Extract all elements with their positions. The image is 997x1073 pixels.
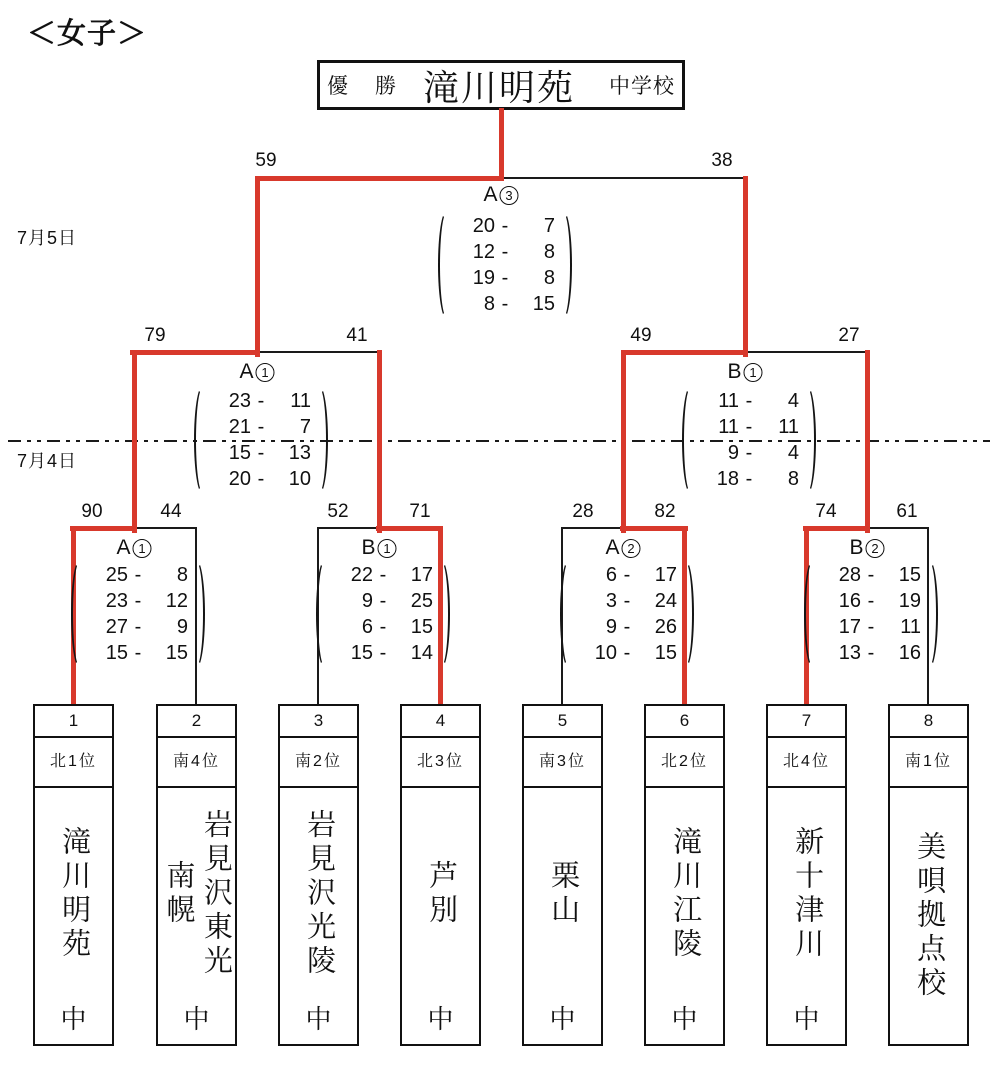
team-name-area	[158, 788, 235, 1044]
score-dash: -	[745, 468, 753, 490]
quarter-score-value: 15	[228, 442, 251, 464]
team-name-area	[646, 788, 723, 1044]
score-dash: -	[623, 616, 631, 638]
quarter-score-value: 7	[543, 215, 555, 237]
score-sf2-left: 49	[630, 325, 652, 346]
team-name: 滝川江陵	[669, 825, 702, 962]
quarter-score-value: 8	[543, 267, 555, 289]
match-label-final	[483, 183, 518, 207]
match-label-sf1	[239, 360, 274, 384]
score-dash: -	[623, 642, 631, 664]
quarter-score-value: 10	[288, 468, 311, 490]
score-dash: -	[745, 416, 753, 438]
champion-suffix: 中学校	[609, 75, 675, 98]
page-title: ＜女子＞	[27, 18, 148, 50]
quarter-score-value: 18	[716, 468, 739, 490]
quarter-score-value: 11	[718, 390, 739, 412]
team-name-area	[768, 788, 845, 1044]
left-paren-icon	[804, 560, 821, 668]
quarter-score-row	[821, 614, 921, 640]
team-seed: 7	[768, 706, 845, 738]
game-number-circled: 1	[744, 363, 763, 382]
quarter-score-value: 27	[105, 616, 128, 638]
team-suffix: 中	[305, 1004, 332, 1034]
right-paren-icon	[555, 211, 572, 319]
bracket-line-qf1-right	[134, 527, 197, 529]
quarter-score-row	[88, 588, 188, 614]
quarter-score-value: 14	[410, 642, 433, 664]
team-seed: 3	[280, 706, 357, 738]
match-label-qf2	[361, 536, 396, 560]
team-name: 栗山	[547, 859, 580, 928]
quarter-score-row	[699, 440, 799, 466]
quarter-score-value: 15	[532, 293, 555, 315]
right-paren-icon	[188, 560, 205, 668]
quarter-score-value: 12	[472, 241, 495, 263]
team-name: 芦別	[425, 859, 458, 928]
bracket-line-qf4-right	[867, 527, 928, 529]
quarter-score-row	[333, 562, 433, 588]
team-rank-label: 北3位	[402, 738, 479, 788]
winner-path-sf2-to-final	[743, 176, 748, 357]
left-paren-icon	[682, 386, 699, 494]
team-box-4	[400, 704, 481, 1046]
score-dash: -	[501, 241, 509, 263]
team-seed: 6	[646, 706, 723, 738]
left-paren-icon	[560, 560, 577, 668]
quarter-rows	[699, 386, 799, 494]
quarter-score-value: 24	[654, 590, 677, 612]
quarter-score-value: 11	[718, 416, 739, 438]
winner-path-qf2-right	[376, 526, 443, 531]
quarter-scores-sf2	[682, 386, 816, 494]
score-qf2-left: 52	[327, 501, 349, 522]
quarter-score-row	[211, 466, 311, 492]
team-name: 岩見沢光陵	[303, 808, 336, 979]
quarter-score-row	[699, 414, 799, 440]
score-qf1-right: 44	[160, 501, 182, 522]
quarter-scores-final	[438, 211, 572, 319]
champion-label: 優 勝	[326, 75, 399, 98]
team-name-main: 岩見沢東光	[199, 808, 232, 979]
score-dash: -	[134, 564, 142, 586]
score-dash: -	[501, 293, 509, 315]
date-label-jul5: 7月5日	[17, 228, 78, 248]
quarter-score-row	[699, 388, 799, 414]
team-box-1	[33, 704, 114, 1046]
score-dash: -	[501, 215, 509, 237]
team-name-area	[280, 788, 357, 1044]
quarter-score-value: 8	[176, 564, 188, 586]
quarter-score-value: 9	[727, 442, 739, 464]
quarter-score-value: 25	[105, 564, 128, 586]
score-sf1-right: 41	[346, 325, 368, 346]
quarter-score-value: 15	[350, 642, 373, 664]
team-box-2	[156, 704, 237, 1046]
quarter-score-value: 25	[410, 590, 433, 612]
team-suffix: 中	[60, 1004, 87, 1034]
left-paren-icon	[194, 386, 211, 494]
score-dash: -	[867, 642, 875, 664]
score-sf1-left: 79	[144, 325, 166, 346]
score-qf3-right: 82	[654, 501, 676, 522]
quarter-rows	[821, 560, 921, 668]
quarter-score-value: 8	[483, 293, 495, 315]
quarter-score-value: 6	[361, 616, 373, 638]
left-paren-icon	[71, 560, 88, 668]
quarter-score-value: 16	[898, 642, 921, 664]
winner-path-sf1-to-final	[255, 176, 260, 357]
score-qf2-right: 71	[409, 501, 431, 522]
game-number-circled: 1	[133, 539, 152, 558]
score-dash: -	[257, 442, 265, 464]
team-seed: 4	[402, 706, 479, 738]
quarter-score-row	[577, 614, 677, 640]
winner-path-champion-drop	[499, 108, 504, 181]
score-dash: -	[257, 468, 265, 490]
score-dash: -	[134, 642, 142, 664]
team-suffix: 中	[671, 1004, 698, 1034]
quarter-score-row	[211, 440, 311, 466]
team-rank-label: 南4位	[158, 738, 235, 788]
quarter-score-value: 13	[288, 442, 311, 464]
winner-path-qf3-right	[620, 526, 688, 531]
team-name-sub: 南幌	[162, 859, 195, 928]
quarter-score-row	[211, 388, 311, 414]
quarter-score-value: 15	[410, 616, 433, 638]
match-label-qf1	[116, 536, 151, 560]
team-name-area	[890, 788, 967, 1044]
quarter-score-row	[88, 640, 188, 666]
team-rank-label: 北1位	[35, 738, 112, 788]
date-label-jul4: 7月4日	[17, 451, 78, 471]
score-dash: -	[745, 390, 753, 412]
quarter-score-value: 4	[787, 442, 799, 464]
game-number-circled: 2	[622, 539, 641, 558]
quarter-score-value: 15	[898, 564, 921, 586]
quarter-scores-qf3	[560, 560, 694, 668]
winner-path-sf2-left	[621, 350, 748, 355]
team-suffix: 中	[549, 1004, 576, 1034]
quarter-score-value: 21	[228, 416, 251, 438]
winner-path-qf3-to-sf	[621, 350, 626, 533]
quarter-score-value: 28	[838, 564, 861, 586]
quarter-score-row	[821, 640, 921, 666]
quarter-score-value: 9	[361, 590, 373, 612]
quarter-score-value: 23	[228, 390, 251, 412]
team-box-5	[522, 704, 603, 1046]
winner-path-qf2-to-sf	[377, 350, 382, 533]
quarter-score-value: 11	[290, 390, 311, 412]
quarter-score-value: 4	[787, 390, 799, 412]
team-box-3	[278, 704, 359, 1046]
quarter-score-value: 26	[654, 616, 677, 638]
score-dash: -	[134, 590, 142, 612]
team-rank-label: 北4位	[768, 738, 845, 788]
team-name: 美唄拠点校	[913, 831, 946, 1001]
quarter-scores-sf1	[194, 386, 328, 494]
quarter-score-value: 17	[838, 616, 861, 638]
quarter-score-value: 7	[299, 416, 311, 438]
score-dash: -	[134, 616, 142, 638]
quarter-score-row	[821, 562, 921, 588]
quarter-score-row	[577, 562, 677, 588]
winner-path-qf4-left	[803, 526, 870, 531]
right-paren-icon	[677, 560, 694, 668]
quarter-score-row	[699, 466, 799, 492]
left-paren-icon	[316, 560, 333, 668]
team-box-8	[888, 704, 969, 1046]
score-dash: -	[379, 590, 387, 612]
quarter-rows	[88, 560, 188, 668]
score-dash: -	[257, 416, 265, 438]
court-letter: A	[116, 536, 131, 559]
quarter-score-row	[577, 588, 677, 614]
score-dash: -	[867, 616, 875, 638]
game-number-circled: 2	[866, 539, 885, 558]
score-dash: -	[745, 442, 753, 464]
quarter-scores-qf1	[71, 560, 205, 668]
quarter-rows	[333, 560, 433, 668]
match-label-sf2	[727, 360, 762, 384]
score-final-left: 59	[255, 150, 277, 171]
team-name-area	[35, 788, 112, 1044]
quarter-score-value: 19	[472, 267, 495, 289]
score-dash: -	[379, 564, 387, 586]
right-paren-icon	[311, 386, 328, 494]
score-dash: -	[501, 267, 509, 289]
quarter-score-value: 22	[350, 564, 373, 586]
score-sf2-right: 27	[838, 325, 860, 346]
score-qf4-left: 74	[815, 501, 837, 522]
quarter-score-row	[333, 614, 433, 640]
winner-path-qf1-left	[70, 526, 137, 531]
team-rank-label: 北2位	[646, 738, 723, 788]
game-number-circled: 1	[378, 539, 397, 558]
bracket-line-qf3-left	[563, 527, 623, 529]
right-paren-icon	[799, 386, 816, 494]
quarter-score-value: 9	[176, 616, 188, 638]
quarter-score-row	[333, 640, 433, 666]
team-box-7	[766, 704, 847, 1046]
quarter-score-value: 10	[594, 642, 617, 664]
court-letter: B	[849, 536, 864, 559]
quarter-score-row	[88, 614, 188, 640]
bracket-line-final-right	[501, 177, 743, 179]
team-name-area	[402, 788, 479, 1044]
score-final-right: 38	[711, 150, 733, 171]
team-seed: 8	[890, 706, 967, 738]
score-dash: -	[867, 590, 875, 612]
quarter-score-row	[333, 588, 433, 614]
score-dash: -	[867, 564, 875, 586]
team-name	[161, 809, 232, 979]
quarter-score-row	[455, 291, 555, 317]
score-dash: -	[257, 390, 265, 412]
quarter-score-value: 19	[898, 590, 921, 612]
game-number-circled: 1	[256, 363, 275, 382]
score-dash: -	[623, 590, 631, 612]
team-rank-label: 南3位	[524, 738, 601, 788]
quarter-score-value: 6	[605, 564, 617, 586]
quarter-score-row	[455, 239, 555, 265]
quarter-score-value: 8	[543, 241, 555, 263]
quarter-score-row	[455, 265, 555, 291]
score-dash: -	[379, 616, 387, 638]
quarter-score-value: 15	[165, 642, 188, 664]
team-seed: 2	[158, 706, 235, 738]
team-suffix: 中	[793, 1004, 820, 1034]
score-qf4-right: 61	[896, 501, 918, 522]
game-number-circled: 3	[500, 186, 519, 205]
bracket-line-sf2-right	[745, 351, 867, 353]
court-letter: A	[483, 183, 498, 206]
quarter-score-value: 15	[654, 642, 677, 664]
winner-path-qf1-to-sf	[132, 350, 137, 533]
day-separator-dashed-line	[8, 440, 990, 442]
champion-name: 滝川明苑	[422, 66, 575, 108]
team-suffix: 中	[183, 1004, 210, 1034]
quarter-score-value: 20	[472, 215, 495, 237]
bracket-line-qf2-left	[318, 527, 379, 529]
quarter-score-value: 17	[410, 564, 433, 586]
left-paren-icon	[438, 211, 455, 319]
quarter-score-value: 8	[787, 468, 799, 490]
team-name-area	[524, 788, 601, 1044]
court-letter: B	[727, 360, 742, 383]
quarter-score-value: 16	[838, 590, 861, 612]
match-label-qf3	[605, 536, 640, 560]
quarter-score-value: 3	[605, 590, 617, 612]
score-qf3-left: 28	[572, 501, 594, 522]
quarter-scores-qf2	[316, 560, 450, 668]
score-qf1-left: 90	[81, 501, 103, 522]
quarter-score-value: 12	[165, 590, 188, 612]
quarter-score-value: 9	[605, 616, 617, 638]
champion-box	[317, 60, 685, 110]
score-dash: -	[379, 642, 387, 664]
winner-path-sf1-left	[130, 350, 260, 355]
team-name: 滝川明苑	[58, 825, 91, 962]
quarter-score-row	[455, 213, 555, 239]
quarter-score-value: 17	[654, 564, 677, 586]
court-letter: B	[361, 536, 376, 559]
match-label-qf4	[849, 536, 884, 560]
team-suffix: 中	[427, 1004, 454, 1034]
team-name: 新十津川	[791, 825, 824, 962]
quarter-rows	[455, 211, 555, 319]
score-dash: -	[623, 564, 631, 586]
quarter-rows	[577, 560, 677, 668]
quarter-score-value: 20	[228, 468, 251, 490]
bracket-line-sf1-right	[257, 351, 379, 353]
court-letter: A	[605, 536, 620, 559]
quarter-score-row	[577, 640, 677, 666]
quarter-score-row	[88, 562, 188, 588]
quarter-score-value: 11	[900, 616, 921, 638]
team-rank-label: 南1位	[890, 738, 967, 788]
quarter-score-row	[821, 588, 921, 614]
quarter-score-value: 23	[105, 590, 128, 612]
team-rank-label: 南2位	[280, 738, 357, 788]
team-seed: 1	[35, 706, 112, 738]
team-box-6	[644, 704, 725, 1046]
right-paren-icon	[433, 560, 450, 668]
quarter-score-value: 15	[105, 642, 128, 664]
winner-path-qf4-to-sf	[865, 350, 870, 533]
court-letter: A	[239, 360, 254, 383]
quarter-score-row	[211, 414, 311, 440]
winner-path-final-left	[255, 176, 504, 181]
team-seed: 5	[524, 706, 601, 738]
quarter-scores-qf4	[804, 560, 938, 668]
quarter-rows	[211, 386, 311, 494]
quarter-score-value: 11	[778, 416, 799, 438]
right-paren-icon	[921, 560, 938, 668]
quarter-score-value: 13	[838, 642, 861, 664]
